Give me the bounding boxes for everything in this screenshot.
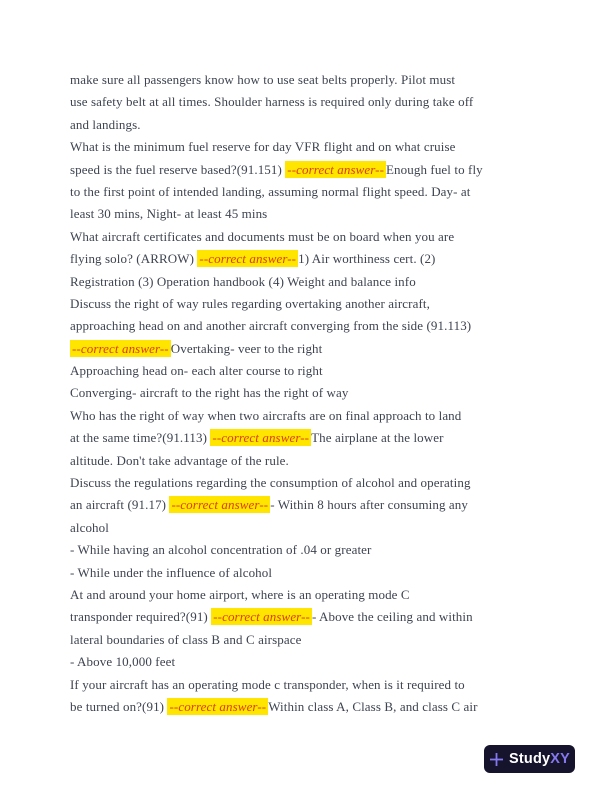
correct-answer-highlight: --correct answer-- [171,497,269,513]
text-line [70,69,550,91]
text-line [70,315,550,337]
text-run: - While having an alcohol concentration of .04 or greater [70,542,372,558]
text-line [70,472,550,494]
text-run: be turned on?(91) [70,698,168,714]
text-run: - While under the influence of alcohol [70,564,273,580]
text-run: Discuss the regulations regarding the consumption of alcohol and operating [70,475,471,491]
text-line [70,405,550,427]
text-run: least 30 mins, Night- at least 45 mins [70,206,268,222]
text-run: speed is the fuel reserve based?(91.151) [70,161,286,177]
text-line [70,181,550,203]
text-run: - Within 8 hours after consuming any [270,497,468,513]
text-line [70,338,550,360]
text-run: - Above the ceiling and within [311,609,473,625]
text-line [70,248,550,270]
correct-answer-highlight: --correct answer-- [213,609,310,625]
text-run: What is the minimum fuel reserve for day VFR flight and on what cruise [70,139,456,155]
text-line [70,382,550,404]
document-text [70,69,550,718]
text-run: at the same time?(91.113) [70,430,211,446]
text-line [70,360,550,382]
text-line [70,114,550,136]
text-run: and landings. [70,116,141,132]
text-line [70,136,550,158]
text-run: to the first point of intended landing, assuming normal flight speed. Day- at [70,183,471,199]
text-run: approaching head on and another aircraft converging from the side (91.113) [70,318,472,334]
text-run: lateral boundaries of class B and C airspace [70,631,302,647]
correct-answer-highlight: --correct answer-- [212,430,310,446]
text-line [70,91,550,113]
text-run: - Above 10,000 feet [70,654,176,670]
brand-study: Study [508,751,551,767]
text-run: flying solo? (ARROW) [70,251,198,267]
text-run: Within class A, Class B, and class C air [268,698,478,714]
text-line [70,203,550,225]
correct-answer-highlight: --correct answer-- [199,251,297,267]
text-run: The airplane at the lower [311,430,444,446]
brand-text [509,751,570,767]
text-run: At and around your home airport, where is an operating mode C [70,586,410,602]
correct-answer-highlight: --correct answer-- [287,161,385,177]
text-run: What aircraft certificates and documents must be on board when you are [70,228,455,244]
correct-answer-highlight: --correct answer-- [169,698,267,714]
text-line [70,629,550,651]
text-run: altitude. Don't take advantage of the rule. [70,452,289,468]
text-line [70,427,550,449]
text-run: Discuss the right of way rules regarding overtaking another aircraft, [70,295,430,311]
text-line [70,674,550,696]
text-line [70,562,550,584]
correct-answer-highlight: --correct answer-- [72,340,169,356]
text-run: Overtaking- veer to the right [170,340,323,356]
text-run: Registration (3) Operation handbook (4) Weight and balance info [70,273,416,289]
text-run: Converging- aircraft to the right has the right of way [70,385,349,401]
text-run: make sure all passengers know how to use seat belts properly. Pilot must [70,72,456,87]
text-line [70,651,550,673]
text-run: Approaching head on- each alter course to right [70,363,323,379]
text-run: an aircraft (91.17) [70,497,170,513]
text-run: If your aircraft has an operating mode c transponder, when is it required to [70,676,465,692]
text-line [70,606,550,628]
text-line [70,517,550,539]
text-line [70,696,550,718]
text-run: Enough fuel to fly [386,161,483,177]
text-run: 1) Air worthiness cert. (2) [298,251,436,267]
text-line [70,226,550,248]
text-run: Who has the right of way when two aircrafts are on final approach to land [70,407,462,423]
text-run: use safety belt at all times. Shoulder harness is required only during take off [70,94,474,110]
text-line [70,450,550,472]
text-line [70,539,550,561]
studyxy-logo[interactable] [484,745,575,773]
text-run: alcohol [70,519,109,535]
text-line [70,293,550,315]
plus-icon [489,752,504,767]
text-line [70,494,550,516]
brand-xy: XY [550,751,571,767]
text-line [70,159,550,181]
text-line [70,584,550,606]
text-run: transponder required?(91) [70,609,212,625]
text-line [70,271,550,293]
